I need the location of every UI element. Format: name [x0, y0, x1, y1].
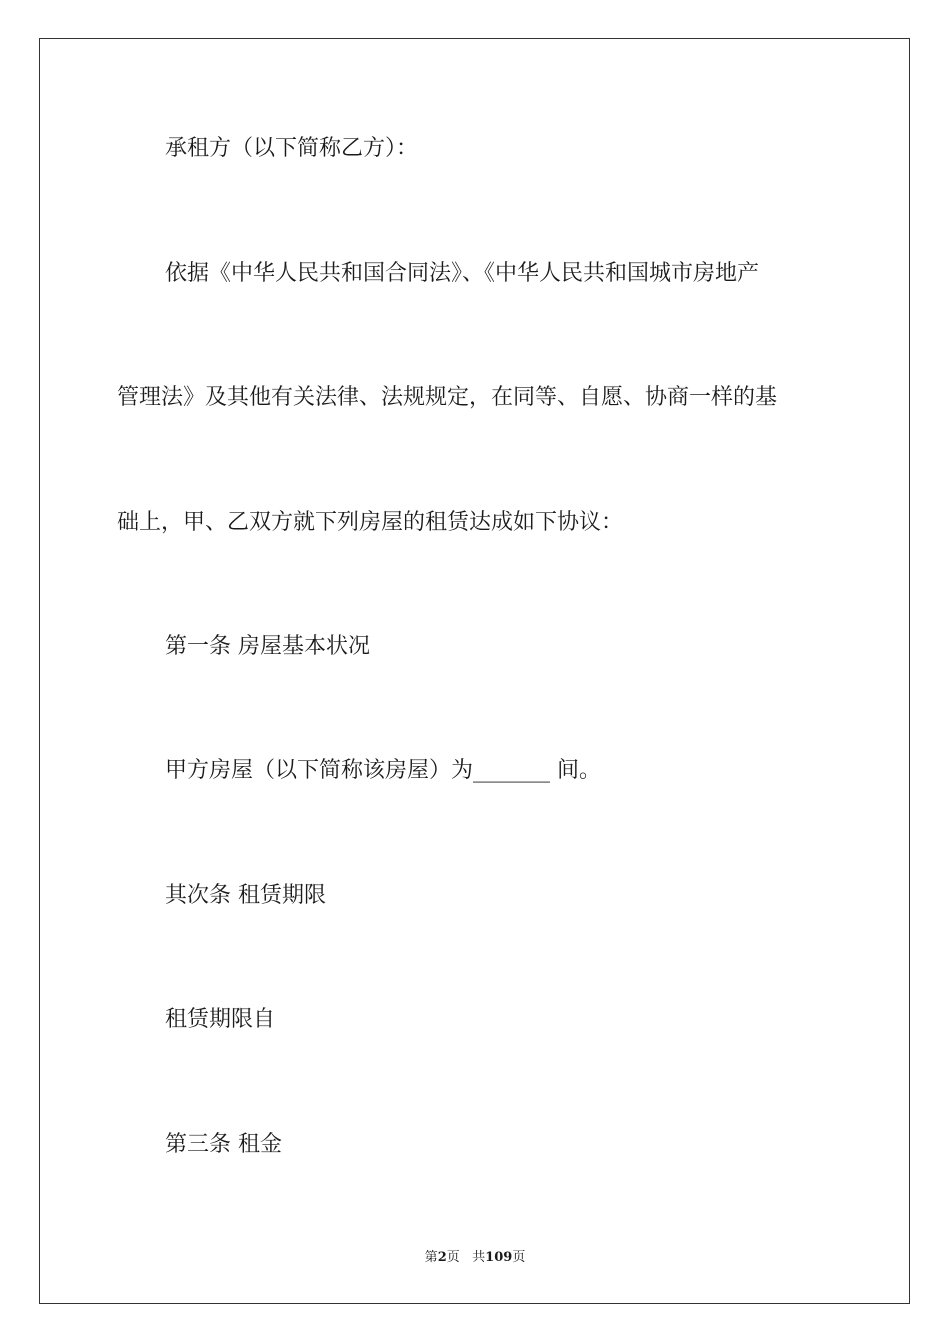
- article-2-heading: 其次条 租赁期限: [165, 883, 326, 908]
- page-border: [39, 38, 910, 1304]
- article-1-heading: 第一条 房屋基本状况: [165, 634, 370, 659]
- footer-page-number: 2: [437, 1250, 447, 1265]
- paragraph-basis-line3: 础上，甲、乙双方就下列房屋的租赁达成如下协议：: [117, 510, 624, 535]
- paragraph-lessee: 承租方（以下简称乙方）：: [165, 136, 419, 161]
- page-footer: [0, 1246, 950, 1265]
- footer-total-prefix: 共: [472, 1250, 486, 1265]
- footer-page-suffix: 页: [446, 1250, 460, 1265]
- paragraph-basis-line1: 依据《中华人民共和国合同法》、《中华人民共和国城市房地产: [165, 261, 760, 286]
- footer-prefix: 第: [424, 1250, 438, 1265]
- article-3-heading: 第三条 租金: [165, 1132, 282, 1157]
- footer-total-suffix: 页: [512, 1250, 526, 1265]
- paragraph-house-rooms: 甲方房屋（以下简称该房屋）为_______ 间。: [165, 758, 601, 783]
- paragraph-basis-line2: 管理法》及其他有关法律、法规规定，在同等、自愿、协商一样的基: [117, 385, 778, 410]
- footer-total-pages: 109: [485, 1250, 513, 1265]
- paragraph-lease-term: 租赁期限自: [165, 1007, 276, 1032]
